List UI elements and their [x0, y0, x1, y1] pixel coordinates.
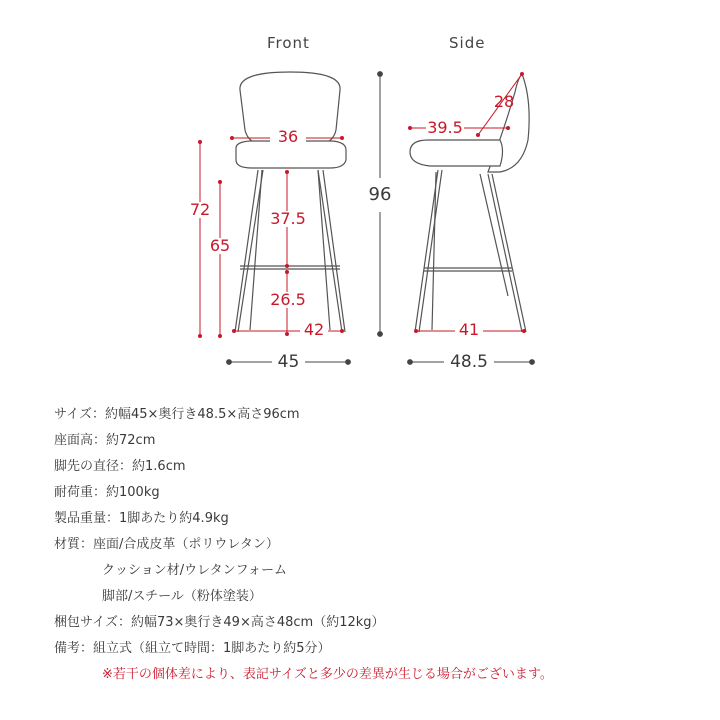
spec-weight-value: 1脚あたり約4.9kg	[119, 511, 229, 526]
spec-foot-diameter-value: 約1.6cm	[132, 459, 186, 474]
spec-size-label: サイズ：	[54, 407, 105, 422]
spec-list	[54, 402, 694, 688]
spec-load-capacity	[54, 480, 694, 506]
spec-load-capacity-label: 耐荷重：	[54, 485, 107, 500]
dim-rail-height: 26.5	[266, 292, 310, 308]
spec-material-line: 脚部/スチール（粉体塗装）	[102, 589, 262, 604]
dim-overall-height: 96	[365, 186, 395, 203]
spec-weight-label: 製品重量：	[54, 511, 120, 526]
spec-package-label: 梱包サイズ：	[54, 615, 131, 630]
spec-size-value: 約幅45×奥行き48.5×高さ96cm	[104, 407, 300, 422]
dim-overall-width: 45	[277, 352, 300, 372]
spec-foot-diameter-label: 脚先の直径：	[54, 459, 133, 474]
spec-remarks-value: 組立式（組立て時間：1脚あたり約5分）	[93, 641, 331, 656]
spec-material-line: クッション材/ウレタンフォーム	[102, 563, 287, 578]
spec-seat-height-value: 約72cm	[106, 433, 156, 448]
spec-material-cushion	[54, 558, 694, 584]
spec-seat-height	[54, 428, 694, 454]
spec-package	[54, 610, 694, 636]
side-view-title: Side	[449, 34, 486, 52]
spec-material	[54, 532, 694, 558]
spec-size	[54, 402, 694, 428]
spec-seat-height-label: 座面高：	[54, 433, 107, 448]
spec-material-label: 材質：	[54, 537, 94, 552]
spec-note: ※若干の個体差により、表記サイズと多少の差異が生じる場合がございます。	[102, 667, 553, 682]
dim-seat-height: 72	[186, 202, 214, 218]
dim-seat-width: 36	[270, 129, 306, 145]
spec-material-line: 座面/合成皮革（ポリウレタン）	[93, 537, 279, 552]
front-view-title: Front	[267, 34, 310, 52]
dim-seat-depth: 39.5	[427, 118, 463, 137]
dim-overall-depth: 48.5	[450, 352, 488, 372]
spec-package-value: 約幅73×奥行き49×高さ48cm（約12kg）	[130, 615, 385, 630]
dim-seat-to-rail: 37.5	[266, 211, 310, 227]
spec-load-capacity-value: 約100kg	[106, 485, 160, 500]
spec-remarks-label: 備考：	[54, 641, 94, 656]
spec-foot-diameter	[54, 454, 694, 480]
dim-base-depth: 41	[455, 322, 483, 338]
spec-material-legs	[54, 584, 694, 610]
spec-remarks	[54, 636, 694, 662]
side-chair	[410, 74, 529, 332]
dim-back-height: 28	[493, 92, 515, 111]
dim-footrest-to-top: 65	[206, 238, 234, 254]
dim-base-width: 42	[300, 322, 328, 338]
spec-weight	[54, 506, 694, 532]
